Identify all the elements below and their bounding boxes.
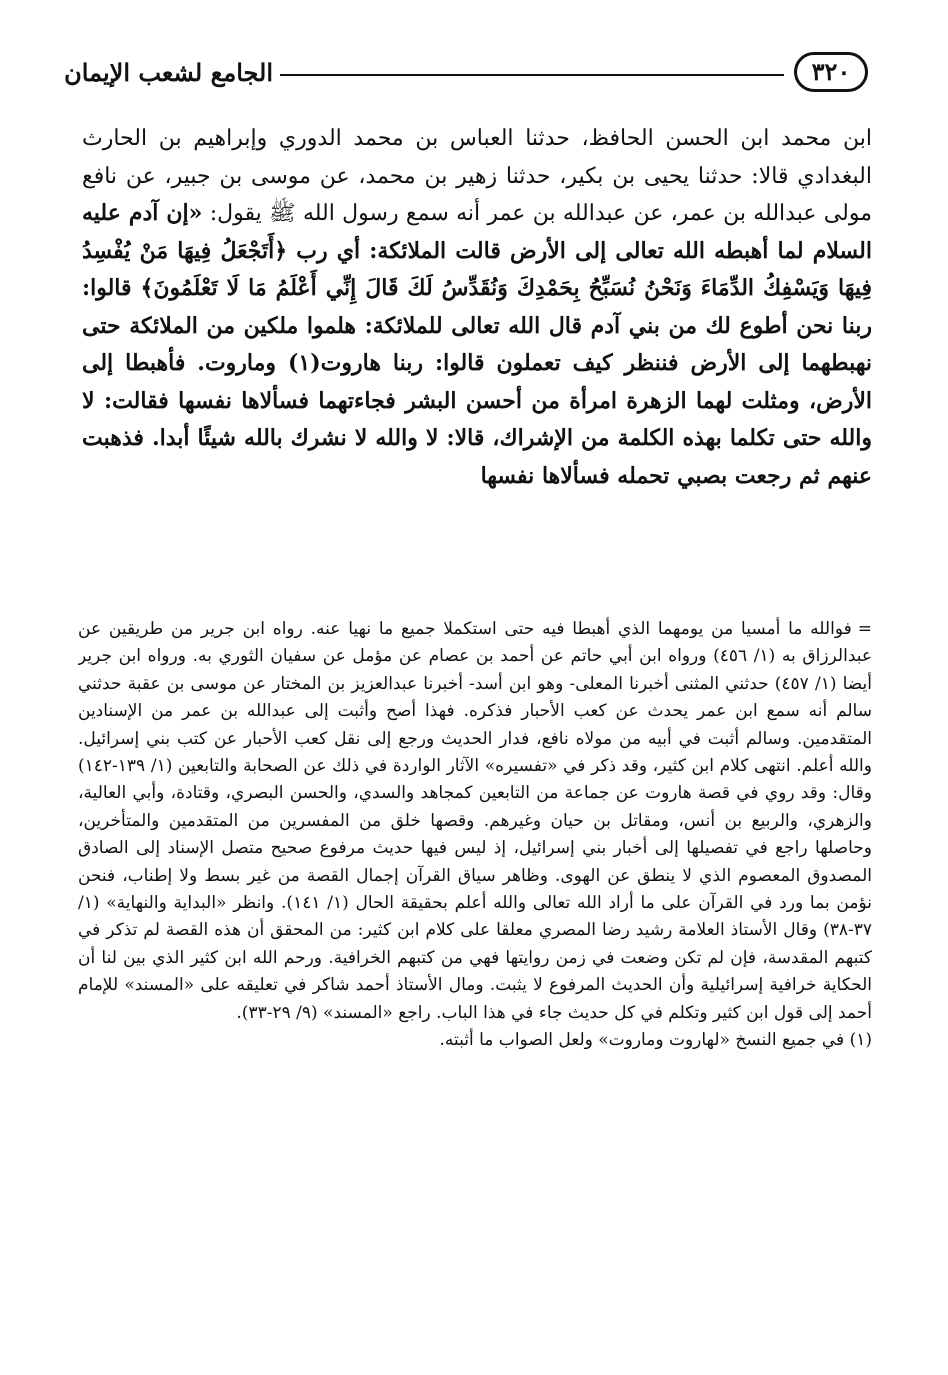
main-paragraph xyxy=(82,120,872,495)
footnote-continuation-text: فوالله ما أمسيا من يومهما الذي أهبطا فيه حتى استكملا جميع ما نهيا عنه. رواه ابن جرير من طريقين عن عبدالرزاق به (١/ ٤٥٦) ورواه ابن أبي حاتم عن أحمد بن عصام عن مؤمل عن سفيان الثوري به. ورواه ابن جرير أيضا (١/ ٤٥٧) حدثني المثنى أخبرنا المعلى- وهو ابن أسد- أخبرنا عبدالعزيز بن المختار عن موسى بن عقبة حدثني سالم أنه سمع ابن عمر يحدث عن كعب الأحبار فذكره. فهذا أصح وأثبت إلى عبدالله بن عمر من الإسنادين المتقدمين. وسالم أثبت في أبيه من مولاه نافع، فدار الحديث ورجع إلى نقل كعب الأحبار عن كتب بني إسرائيل. والله أعلم. انتهى كلام ابن كثير، وقد ذكر في «تفسيره» الآثار الواردة في ذلك عن الصحابة والتابعين (١/ ١٣٩-١٤٢) وقال: وقد روي في قصة هاروت عن جماعة من التابعين كمجاهد والسدي، والحسن البصري، وقتادة، وأبي العالية، والزهري، والربيع بن أنس، ومقاتل بن حيان وغيرهم. وقصها خلق من المفسرين من المتقدمين والمتأخرين، وحاصلها راجع في تفصيلها إلى أخبار بني إسرائيل، إذ ليس فيها حديث مرفوع صحيح متصل الإسناد إلى الصادق المصدوق المعصوم الذي لا ينطق عن الهوى. وظاهر سياق القرآن إجمال القصة من غير بسط ولا إطناب، فنحن نؤمن بما ورد في القرآن على ما أراد الله تعالى والله أعلم بحقيقة الحال (١/ ١٤١). وانظر «البداية والنهاية» (١/ ٣٧-٣٨) وقال الأستاذ العلامة رشيد رضا المصري معلقا على كلام ابن كثير: من المحقق أن هذه القصة لم تذكر في كتبهم المقدسة، فإن لم تكن وضعت في زمن روايتها فهي من كتبهم الخرافية. ورحم الله ابن كثير الذي بين لنا أن الحكاية خرافية إسرائيلية وأن الحديث المرفوع لا يثبت. ومال الأستاذ أحمد شاكر في تعليقه على «المسند» للإمام أحمد إلى قول ابن كثير وتكلم في كل حديث جاء في هذا الباب. راجع «المسند» (٩/ ٢٩-٣٣). xyxy=(78,619,872,1023)
main-text xyxy=(82,120,872,578)
book-title: الجامع لشعب الإيمان xyxy=(64,58,273,87)
page-header xyxy=(64,52,868,98)
footnotes xyxy=(78,616,872,1294)
hadith-text: «إن آدم عليه السلام لما أهبطه الله تعالى إلى الأرض قالت الملائكة: أي رب ﴿أَتَجْعَلُ فِيهَا مَنْ يُفْسِدُ فِيهَا وَيَسْفِكُ الدِّمَاءَ وَنَحْنُ نُسَبِّحُ بِحَمْدِكَ وَنُقَدِّسُ لَكَ قَالَ إِنِّي أَعْلَمُ مَا لَا تَعْلَمُونَ﴾ قالوا: ربنا نحن أطوع لك من بني آدم قال الله تعالى للملائكة: هلموا ملكين من الملائكة حتى نهبطهما إلى الأرض فننظر كيف تعملون قالوا: ربنا هاروت(١) وماروت. فأهبطا إلى الأرض، ومثلت لهما الزهرة امرأة من أحسن البشر فجاءتهما فسألاها نفسها فقالت: لا والله حتى تكلما بهذه الكلمة من الإشراك، قالا: لا والله لا نشرك بالله شيئًا أبدا. فذهبت عنهم ثم رجعت بصبي تحمله فسألاها نفسها xyxy=(82,200,872,489)
header-rule xyxy=(280,74,784,76)
footnote-continuation xyxy=(78,616,872,1027)
footnote-1: (١) في جميع النسخ «لهاروت وماروت» ولعل الصواب ما أثبته. xyxy=(439,1030,872,1051)
isnad-text: ابن محمد ابن الحسن الحافظ، حدثنا العباس بن محمد الدوري وإبراهيم بن الحارث البغدادي قالا: حدثنا يحيى بن بكير، حدثنا زهير بن محمد، عن موسى بن جبير، عن نافع مولى عبدالله بن عمر، عن عبدالله بن عمر أنه سمع رسول الله ﷺ يقول: xyxy=(82,126,872,226)
page-number: ٣٢٠ xyxy=(794,52,868,92)
continuation-marker: = xyxy=(857,619,872,639)
